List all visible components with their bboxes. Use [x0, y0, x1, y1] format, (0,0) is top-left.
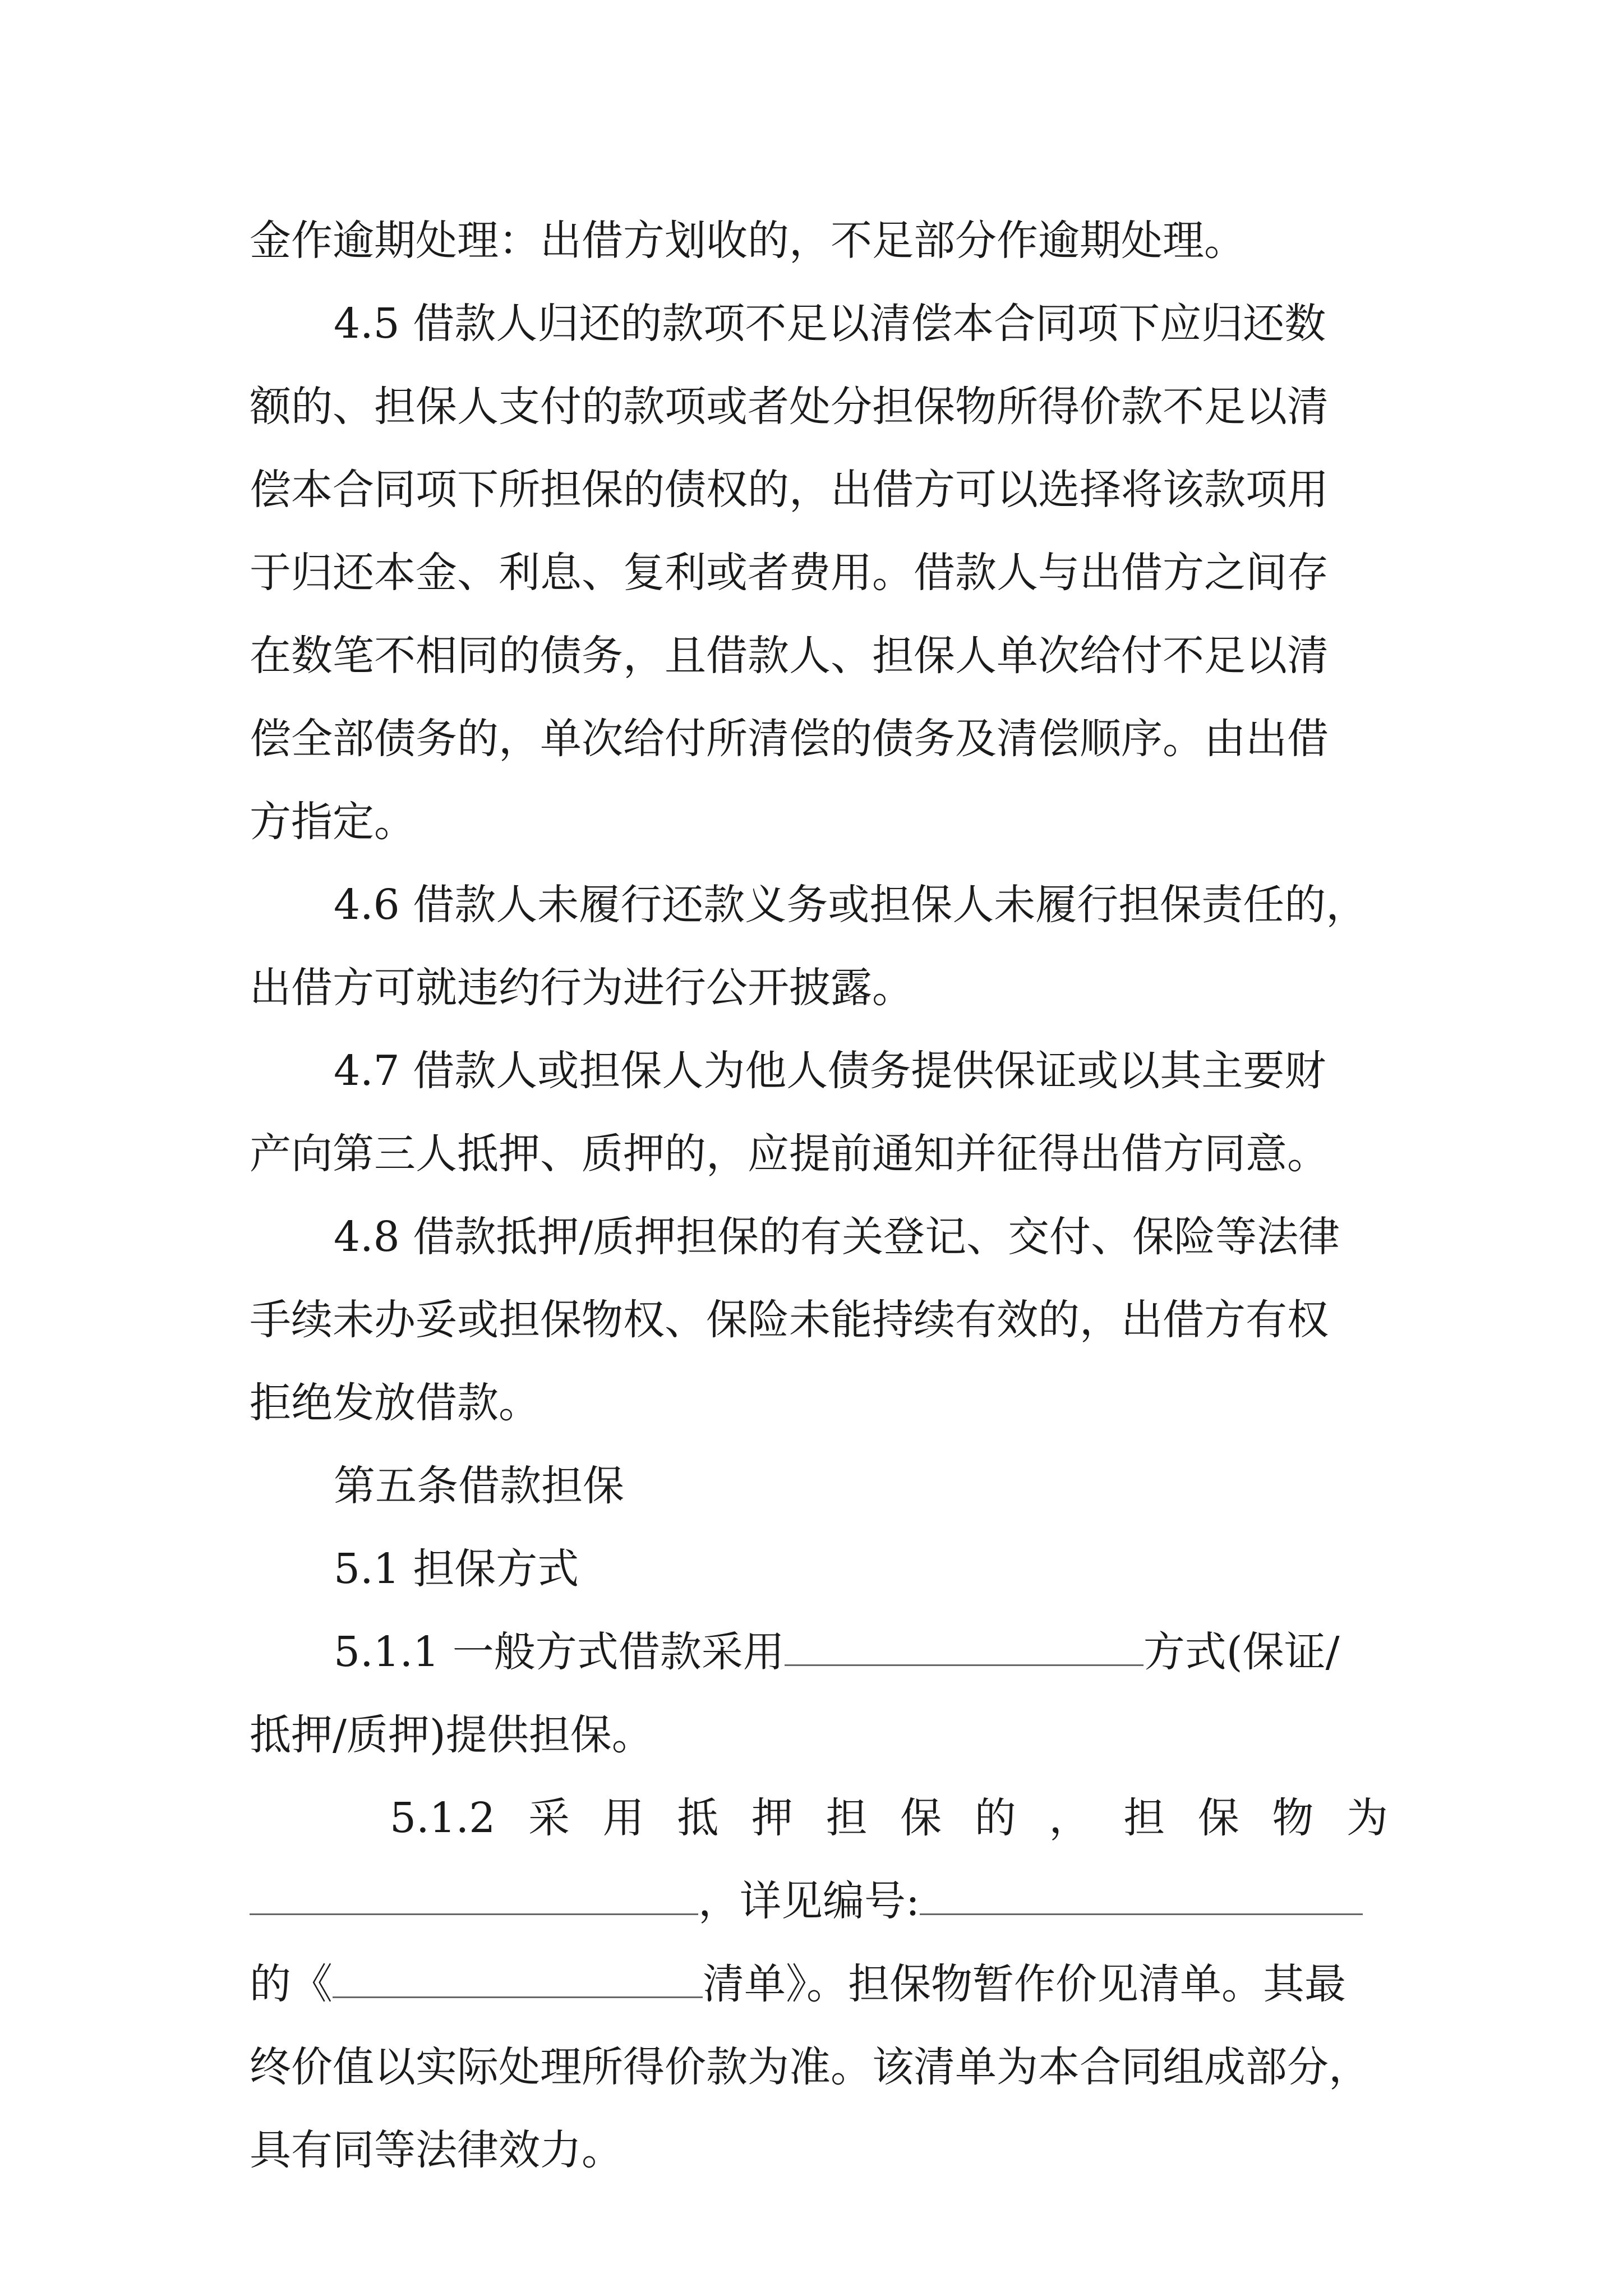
spread-char: ， [1049, 1794, 1091, 1842]
text-line: 方指定。 [250, 798, 416, 846]
text-line: 具有同等法律效力。 [250, 2126, 623, 2174]
text-line: 额的、担保人支付的款项或者处分担保物所得价款不足以清 [250, 383, 1329, 431]
clause-5-1-1-suffix: 方式(保证/ [1143, 1628, 1340, 1676]
clause-4-6: 4.6 借款人未履行还款义务或担保人未履行担保责任的， [334, 881, 1368, 929]
spread-char: 抵 [677, 1794, 719, 1842]
clause-5-1-2-line3 [250, 1943, 1388, 2026]
clause-5-1-1-prefix: 5.1.1 一般方式借款采用 [334, 1628, 785, 1676]
clause-4-5: 4.5 借款人归还的款项不足以清偿本合同项下应归还数 [334, 300, 1326, 348]
clause-4-8: 4.8 借款抵押/质押担保的有关登记、交付、保险等法律 [334, 1213, 1340, 1261]
text-line: 终价值以实际处理所得价款为准。该清单为本合同组成部分， [250, 2043, 1370, 2091]
text-line: 于归还本金、利息、复利或者费用。借款人与出借方之间存 [250, 549, 1329, 597]
text-line: 偿本合同项下所担保的债权的，出借方可以选择将该款项用 [250, 466, 1329, 514]
spread-char: 物 [1272, 1794, 1314, 1842]
guarantee-method-blank[interactable] [785, 1625, 1144, 1666]
text-line: 产向第三人抵押、质押的，应提前通知并征得出借方同意。 [250, 1130, 1329, 1178]
spread-char: 押 [751, 1794, 793, 1842]
spread-char: 担 [826, 1794, 868, 1842]
clause-5-1-2-line2 [250, 1860, 1388, 1943]
text-line: 拒绝发放借款。 [250, 1379, 540, 1427]
text-line: 在数笔不相同的债务，且借款人、担保人单次给付不足以清 [250, 632, 1329, 680]
see-number-label: ，详见编号: [698, 1877, 920, 1925]
list-prefix: 的《 [250, 1960, 333, 2008]
list-suffix: 清单》。担保物暂作价见清单。其最 [703, 1960, 1346, 2008]
spread-char: 的 [974, 1794, 1016, 1842]
text-line: 抵押/质押)提供担保。 [250, 1711, 653, 1759]
spread-char: 担 [1123, 1794, 1165, 1842]
spread-char: 保 [1197, 1794, 1239, 1842]
text-line: 出借方可就违约行为进行公开披露。 [250, 964, 914, 1012]
collateral-blank[interactable] [250, 1874, 698, 1915]
text-line: 手续未办妥或担保物权、保险未能持续有效的，出借方有权 [250, 1296, 1329, 1344]
document-page [250, 199, 1388, 2192]
section-heading-5: 第五条借款担保 [334, 1462, 624, 1510]
text-line: 偿全部债务的，单次给付所清偿的债务及清偿顺序。由出借 [250, 715, 1329, 763]
clause-4-7: 4.7 借款人或担保人为他人债务提供保证或以其主要财 [334, 1047, 1326, 1095]
list-number-blank[interactable] [920, 1874, 1363, 1915]
spread-char: 5.1.2 [390, 1794, 496, 1842]
clause-5-1: 5.1 担保方式 [334, 1545, 579, 1593]
list-name-blank[interactable] [333, 1957, 703, 1998]
text-line: 金作逾期处理：出借方划收的，不足部分作逾期处理。 [250, 217, 1246, 265]
spread-char: 采 [528, 1794, 570, 1842]
spread-char: 为 [1346, 1794, 1388, 1842]
clause-5-1-2 [250, 1777, 1388, 1860]
spread-char: 用 [602, 1794, 644, 1842]
clause-5-1-1 [250, 1611, 1388, 1694]
spread-char: 保 [900, 1794, 942, 1842]
